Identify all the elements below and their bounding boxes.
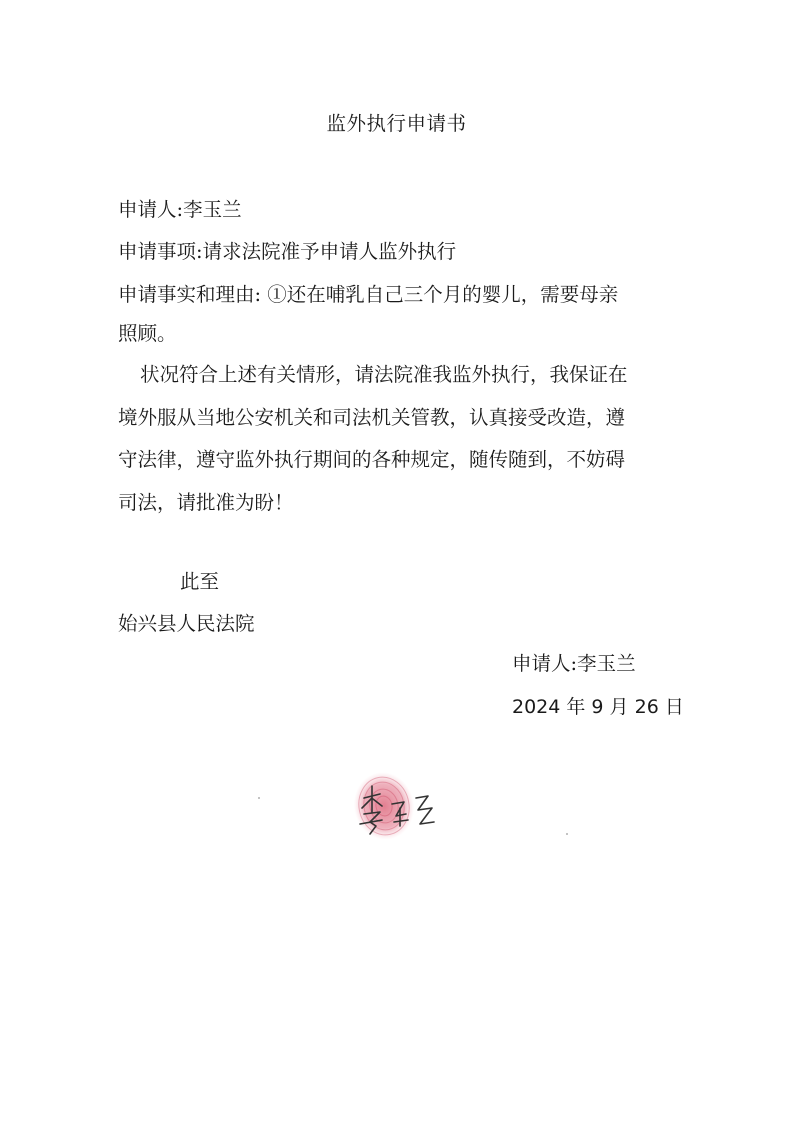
request-line: 申请事项:请求法院准予申请人监外执行 [118,240,457,263]
addressee: 始兴县人民法院 [118,612,255,635]
closing-text: 此至 [180,570,220,593]
body-line: 境外服从当地公安机关和司法机关管教，认真接受改造，遵 [118,405,626,429]
fingerprint-signature-graphic [346,768,456,848]
handwritten-signature-with-fingerprint [346,768,456,848]
body-paragraph [118,361,678,531]
fingerprint-icon [348,768,421,845]
facts-line: 申请事实和理由: ①还在哺乳自己三个月的婴儿，需要母亲 [118,283,619,306]
facts-continuation: 照顾。 [118,322,177,345]
document-title: 监外执行申请书 [326,112,467,135]
applicant-line: 申请人:李玉兰 [118,198,242,221]
body-line: 司法，请批准为盼！ [118,490,294,514]
speck [258,797,260,799]
speck [566,833,568,835]
signature-date: 2024 年 9 月 26 日 [512,696,684,718]
body-line: 状况符合上述有关情形，请法院准我监外执行，我保证在 [140,363,628,386]
signature-applicant: 申请人:李玉兰 [512,652,636,675]
body-line: 守法律，遵守监外执行期间的各种规定，随传随到，不妨碍 [118,448,626,471]
